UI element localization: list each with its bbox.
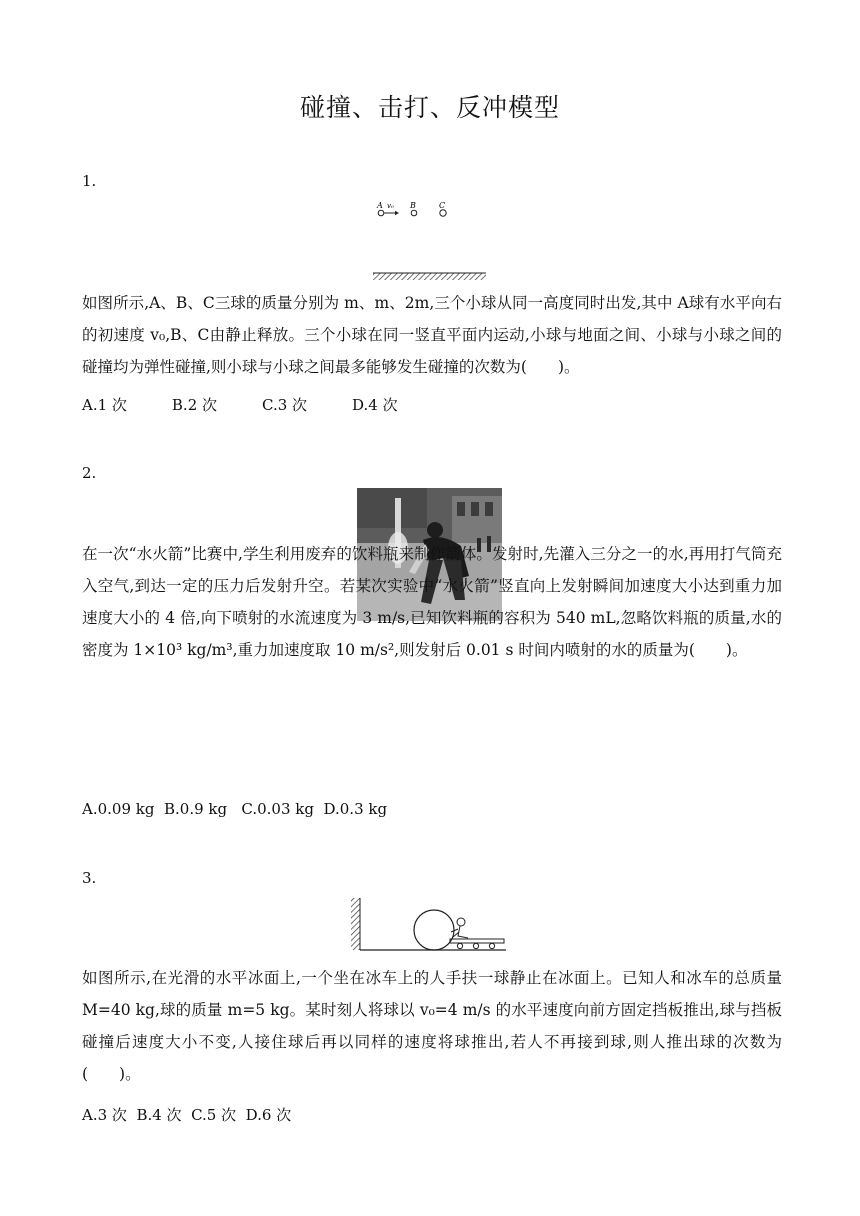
ball-c-label: C [439,201,446,210]
question-3-text: 如图所示,在光滑的水平冰面上,一个坐在冰车上的人手扶一球静止在冰面上。已知人和冰车的总质量 M=40 kg,球的质量 m=5 kg。某时刻人将球以 v₀=4 m/s 的水平速度向前方固定挡板推出,球与挡板碰撞后速度大小不变,人接住球后再以同样的速度将球推出,若人不再接到球,则人推出球的次数为( )。 [82,969,782,1083]
sled-wheel-1 [457,943,462,948]
question-1-figure [370,198,490,282]
question-2-text: 在一次“水火箭”比赛中,学生利用废弃的饮料瓶来制作箭体。发射时,先灌入三分之一的水,再用打气筒充入空气,到达一定的压力后发射升空。若某次实验中“水火箭”竖直向上发射瞬间加速度大小达到重力加速度大小的 4 倍,向下喷射的水流速度为 3 m/s,已知饮料瓶的容积为 540 mL,忽略饮料瓶的质量,水的密度为 1×10³ kg/m³,重力加速度取 10 m/s²,则发射后 0.01 s 时间内喷射的水的质量为( )。 [82,545,782,659]
ball-a [378,210,384,216]
question-1-text: 如图所示,A、B、C三球的质量分别为 m、m、2m,三个小球从同一高度同时出发,其中 A球有水平向右的初速度 v₀,B、C由静止释放。三个小球在同一竖直平面内运动,小球与地面之间、小球与小球之间的碰撞均为弹性碰撞,则小球与小球之间最多能够发生碰撞的次数为( )。 [82,294,782,376]
ball [414,910,454,950]
ice-sled [450,939,504,943]
ball-b [411,210,417,216]
velocity-label: v₀ [387,202,394,210]
question-3-number: 3. [82,869,97,887]
velocity-arrowhead [395,211,399,215]
ball-a-label: A [377,201,383,210]
question-3-figure [350,896,510,956]
sled-wheel-2 [473,943,478,948]
person-head [457,918,465,926]
question-2-number: 2. [82,464,97,482]
question-2-options: A.0.09 kg B.0.9 kg C.0.03 kg D.0.3 kg [82,800,388,818]
question-1-number: 1. [82,172,97,190]
ground-hatch [373,273,486,280]
ball-b-label: B [410,201,416,210]
question-1-options: A.1 次 B.2 次 C.3 次 D.4 次 [82,396,398,414]
page-title: 碰撞、击打、反冲模型 [299,93,560,122]
ball-c [440,210,446,216]
sled-wheel-3 [489,943,494,948]
wall-hatch [351,898,360,950]
question-3-options: A.3 次 B.4 次 C.5 次 D.6 次 [82,1106,292,1124]
